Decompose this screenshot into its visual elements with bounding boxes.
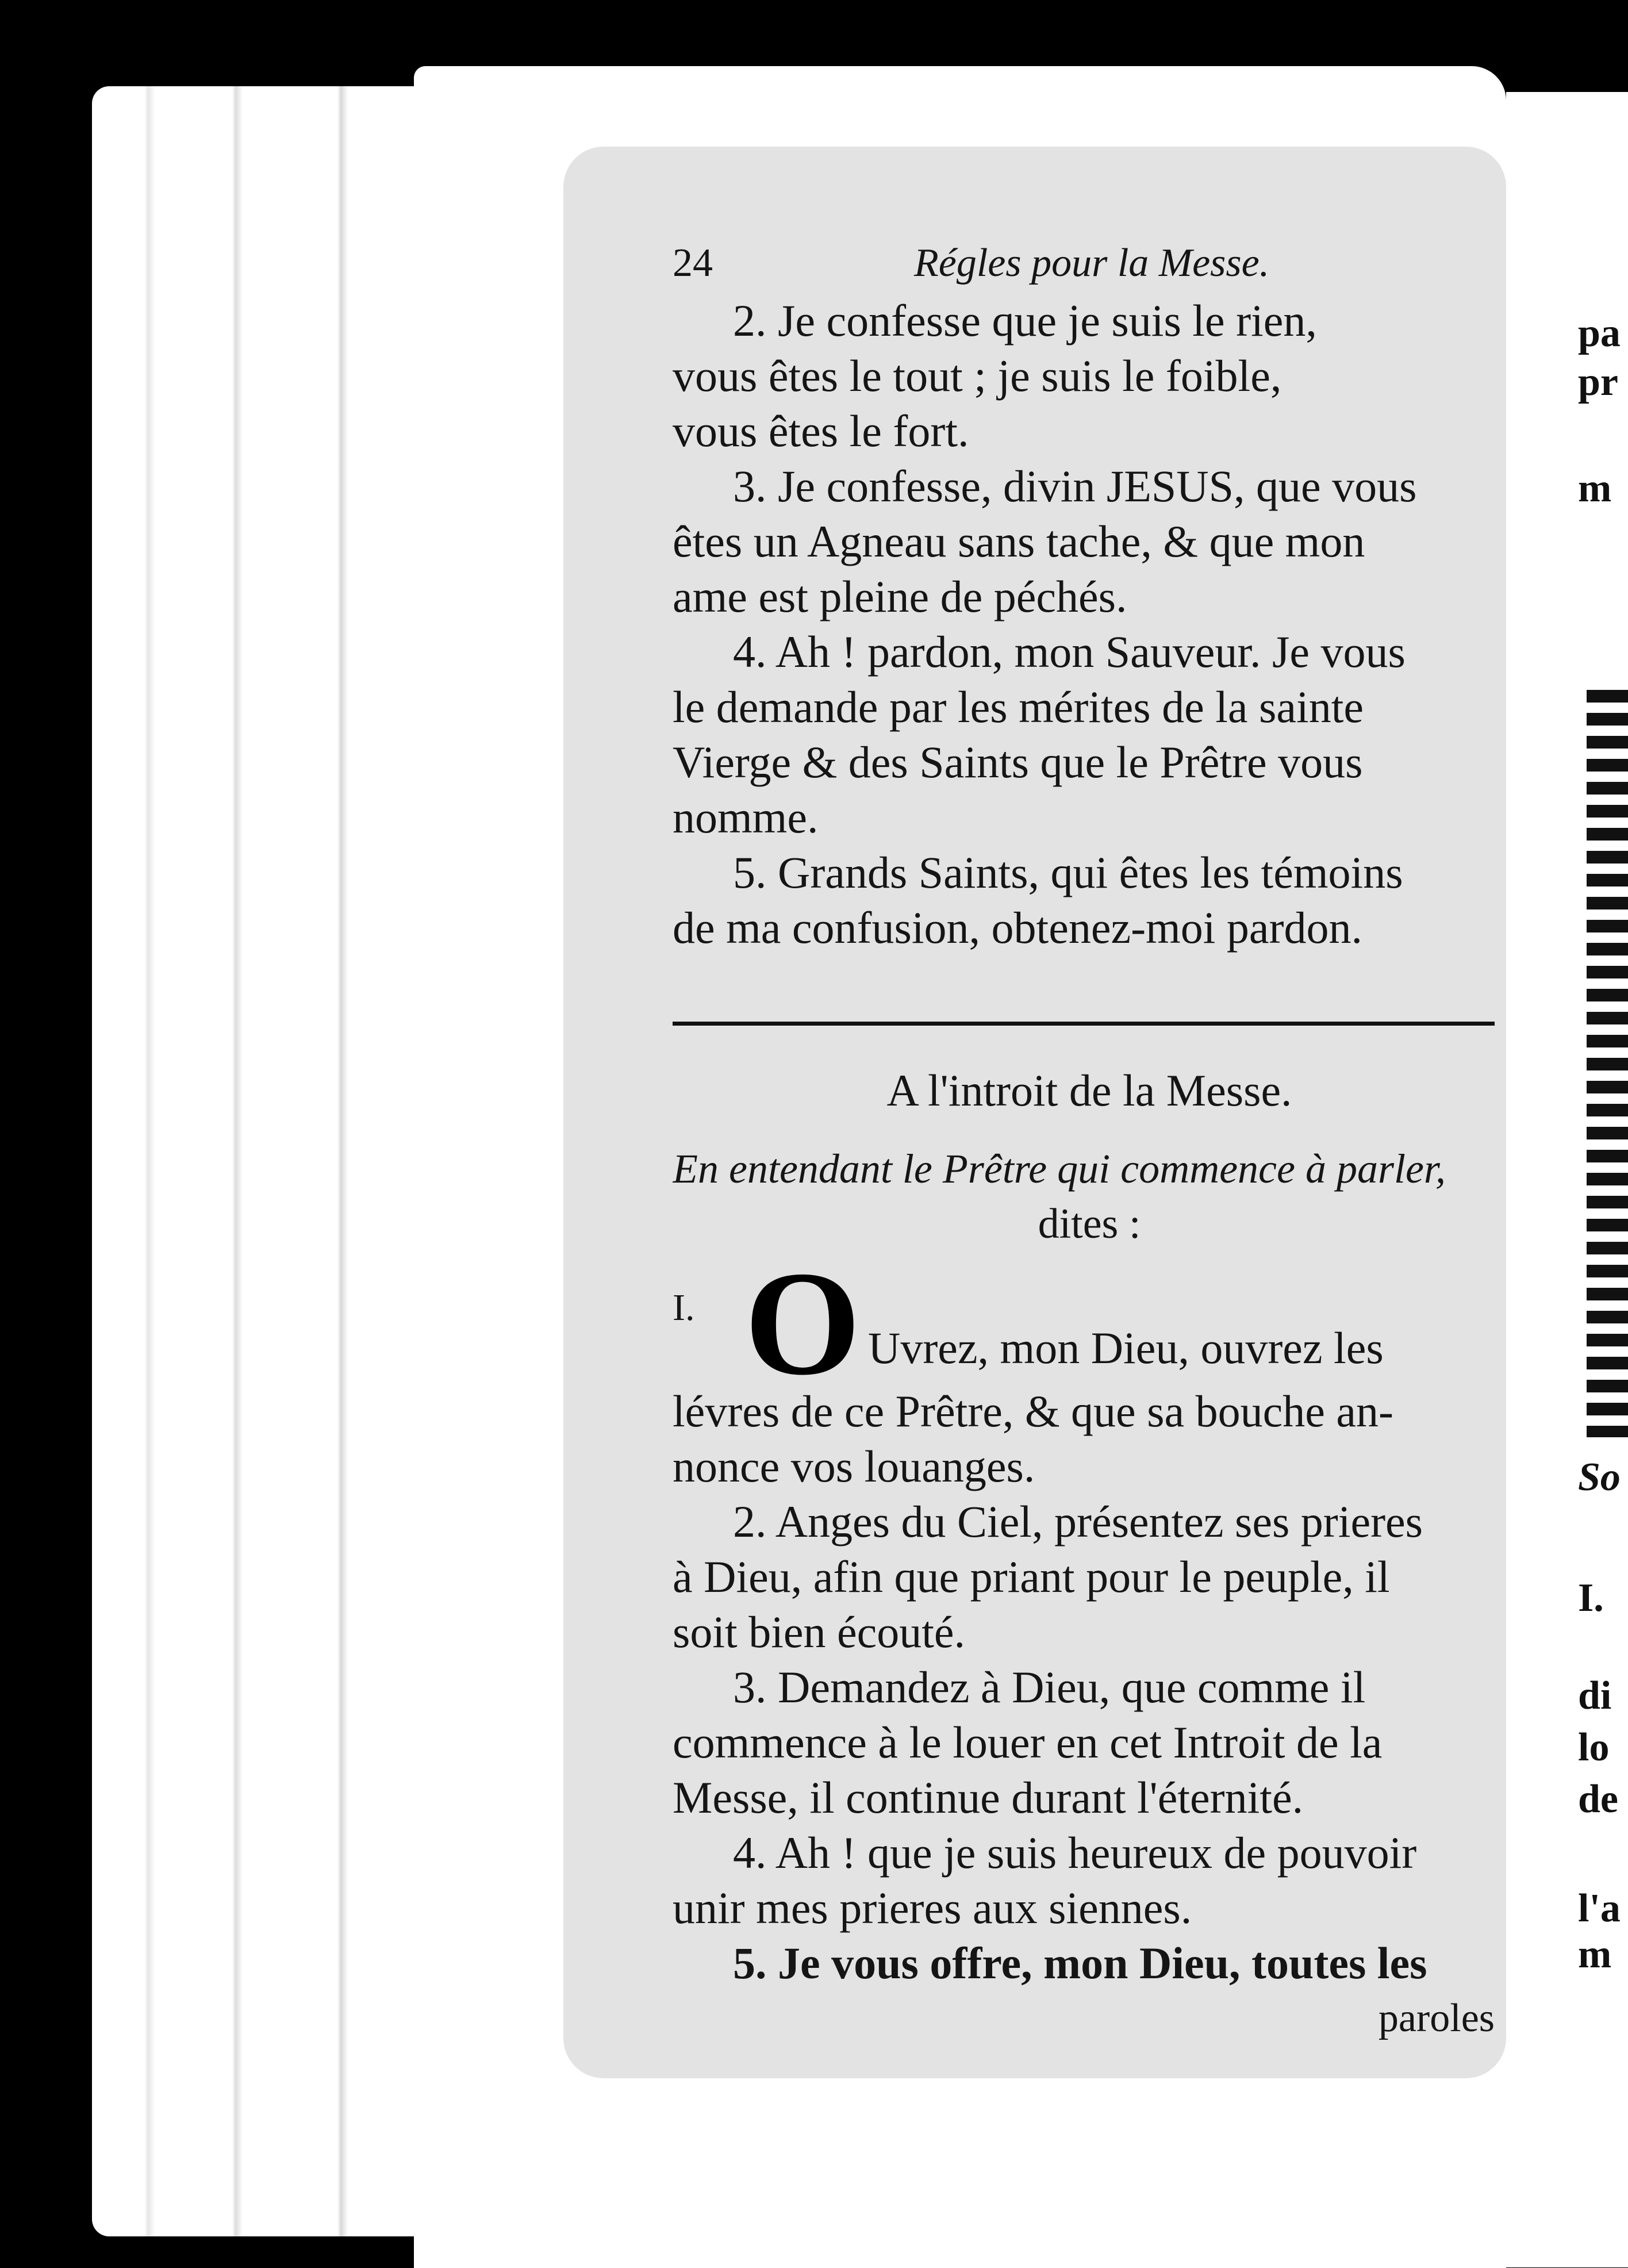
facing-fragment: So: [1578, 1455, 1621, 1499]
facing-fragment: l'a: [1578, 1886, 1621, 1931]
text-line: 5. Je vous offre, mon Dieu, toutes les: [733, 1938, 1427, 1988]
page-number: 24: [673, 241, 713, 285]
text-line: commence à le louer en cet Introit de la: [673, 1717, 1383, 1767]
text-line: vous êtes le tout ; je suis le foible,: [673, 351, 1282, 401]
instruction-text: En entendant le Prêtre qui commence à parler,: [673, 1146, 1446, 1192]
text-line: nomme.: [673, 792, 819, 842]
text-line: nonce vos louanges.: [673, 1441, 1035, 1491]
prayer-block-confession: [673, 293, 1506, 955]
text-line: soit bien écouté.: [673, 1607, 966, 1657]
paragraph-number: I.: [673, 1287, 695, 1329]
facing-fragment: lo: [1578, 1725, 1610, 1770]
text-line: 4. Ah ! que je suis heureux de pouvoir: [733, 1828, 1417, 1878]
facing-fragment: m: [1578, 466, 1612, 511]
facing-page-ornament-border: [1587, 690, 1628, 1437]
running-header: [673, 236, 1506, 291]
text-line: ame est pleine de péchés.: [673, 571, 1127, 621]
book-page-edges: [92, 86, 443, 2236]
text-line: lévres de ce Prêtre, & que sa bouche an-: [673, 1386, 1393, 1436]
text-line: êtes un Agneau sans tache, & que mon: [673, 516, 1365, 566]
text-line: à Dieu, afin que priant pour le peuple, il: [673, 1552, 1390, 1602]
section-divider: [673, 1022, 1495, 1026]
prayer-block-introit: [673, 1384, 1506, 1991]
text-line: vous êtes le fort.: [673, 406, 969, 456]
text-line: de ma confusion, obtenez-moi pardon.: [673, 903, 1362, 953]
page-text: [673, 236, 1506, 2046]
text-line: 4. Ah ! pardon, mon Sauveur. Je vous: [733, 627, 1406, 677]
catchword: paroles: [1378, 1996, 1495, 2040]
text-line: 3. Je confesse, divin JESUS, que vous: [733, 461, 1417, 511]
instruction-text: dites :: [1038, 1200, 1141, 1248]
facing-fragment: di: [1578, 1674, 1612, 1718]
text-line: 2. Anges du Ciel, présentez ses prieres: [733, 1496, 1423, 1546]
facing-fragment: I.: [1578, 1576, 1604, 1620]
drop-cap: O: [744, 1241, 861, 1406]
text-line: unir mes prieres aux siennes.: [673, 1883, 1192, 1933]
running-title: Régles pour la Messe.: [914, 241, 1270, 285]
text-line: Vierge & des Saints que le Prêtre vous: [673, 737, 1363, 787]
text-line: 5. Grands Saints, qui êtes les témoins: [733, 847, 1403, 897]
text-line: Messe, il continue durant l'éternité.: [673, 1772, 1304, 1822]
facing-fragment: pr: [1578, 360, 1618, 404]
dropcap-line: Uvrez, mon Dieu, ouvrez les: [868, 1323, 1384, 1373]
facing-fragment: pa: [1578, 311, 1621, 355]
dropcap-paragraph: [673, 1241, 1506, 1406]
text-line: 3. Demandez à Dieu, que comme il: [733, 1662, 1366, 1712]
facing-fragment: de: [1578, 1777, 1618, 1821]
text-line: le demande par les mérites de la sainte: [673, 682, 1364, 732]
text-line: 2. Je confesse que je suis le rien,: [733, 296, 1317, 346]
section-heading: A l'introit de la Messe.: [886, 1065, 1292, 1115]
facing-fragment: m: [1578, 1932, 1612, 1977]
